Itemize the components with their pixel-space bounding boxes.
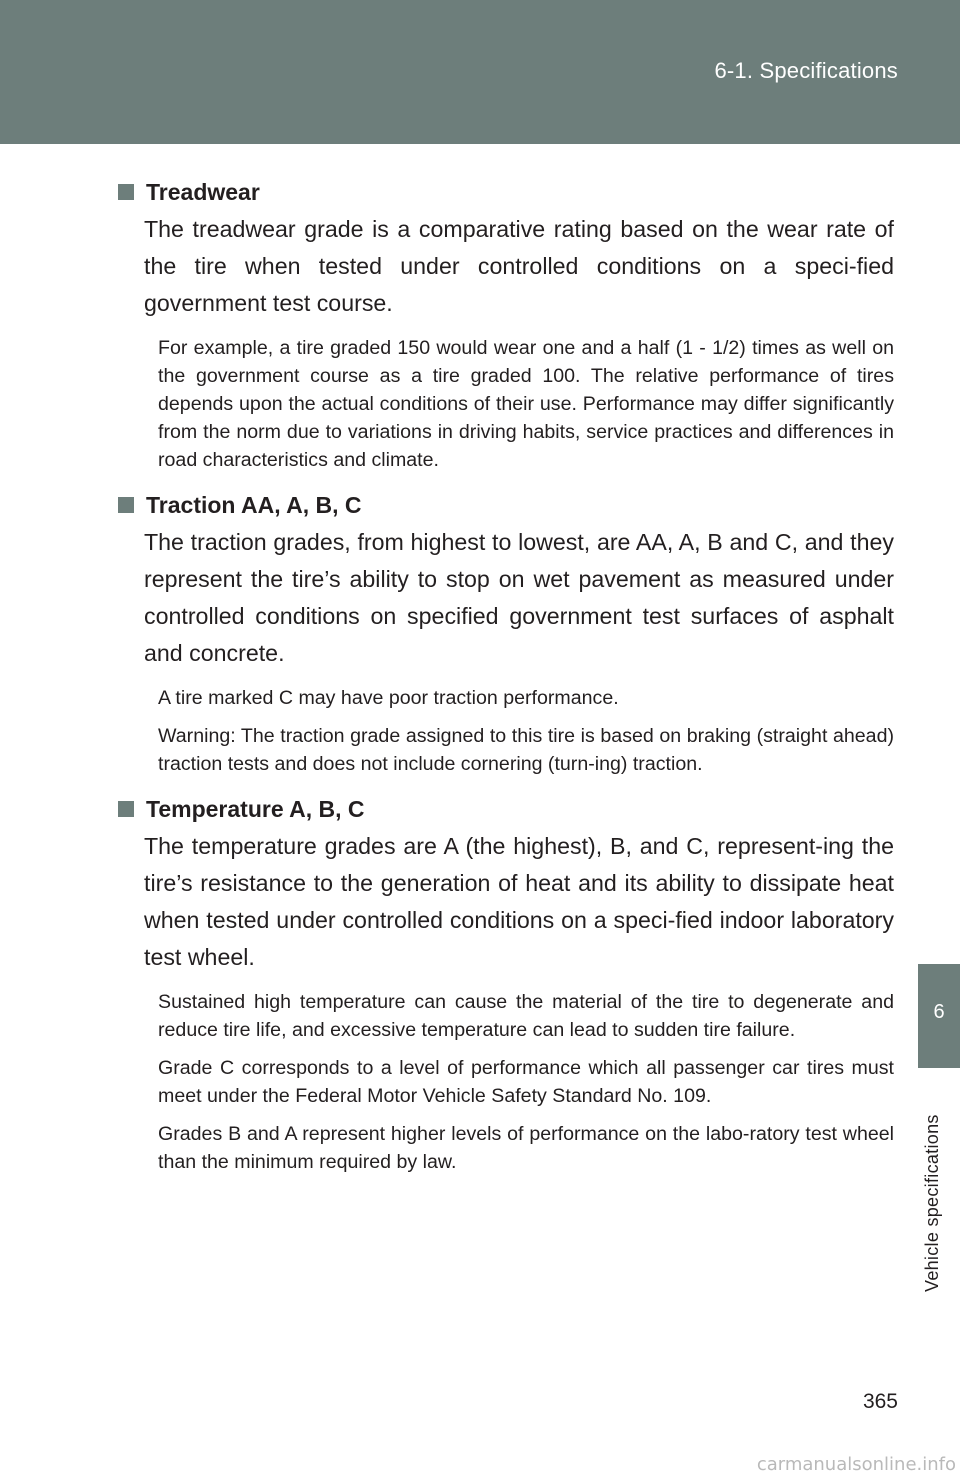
heading-text: Treadwear bbox=[146, 179, 260, 205]
page-number: 365 bbox=[862, 1390, 898, 1413]
note-text: A tire marked C may have poor traction performance. bbox=[158, 687, 619, 709]
section-traction bbox=[118, 488, 894, 778]
header-band bbox=[0, 0, 960, 144]
section-body: The temperature grades are A (the highest), B, and C, represent-ing the tire’s resistance to the generation of heat and its ability to dissipate heat when tested under controlled conditions on a speci-fied indoor laboratory test wheel. bbox=[144, 833, 894, 970]
heading-text: Temperature A, B, C bbox=[146, 796, 365, 822]
section-notes bbox=[158, 684, 894, 778]
note-text: Sustained high temperature can cause the material of the tire to degenerate and reduce tire life, and excessive temperature can lead to sudden tire failure. bbox=[158, 991, 894, 1041]
section-body: The traction grades, from highest to lowest, are AA, A, B and C, and they represent the tire’s ability to stop on wet pavement as measured under controlled conditions on specified government test surfaces of asphalt and concrete. bbox=[144, 529, 894, 666]
square-bullet-icon bbox=[118, 497, 134, 513]
note-text: Grade C corresponds to a level of performance which all passenger car tires must meet under the Federal Motor Vehicle Safety Standard No. 109. bbox=[158, 1057, 894, 1107]
note-text: Warning: The traction grade assigned to this tire is based on braking (straight ahead) traction tests and does not include cornering (turn-ing) traction. bbox=[158, 725, 894, 775]
chapter-title: Vehicle specifications bbox=[922, 1114, 942, 1292]
chapter-number: 6 bbox=[933, 1001, 945, 1023]
section-body: The treadwear grade is a comparative rating based on the wear rate of the tire when tested under controlled conditions on a speci-fied government test course. bbox=[144, 216, 894, 316]
section-heading bbox=[118, 488, 894, 522]
section-notes bbox=[158, 334, 894, 474]
section-temperature bbox=[118, 792, 894, 1176]
watermark: carmanualsonline.info bbox=[756, 1454, 956, 1475]
square-bullet-icon bbox=[118, 801, 134, 817]
note-text: For example, a tire graded 150 would wear one and a half (1 - 1/2) times as well on the government course as a tire graded 100. The relative performance of tires depends upon the actual conditions of their use. Performance may differ significantly from the norm due to variations in driving habits, service practices and differences in road characteristics and climate. bbox=[158, 337, 894, 471]
square-bullet-icon bbox=[118, 184, 134, 200]
section-label: 6-1. Specifications bbox=[714, 58, 898, 83]
page-content bbox=[118, 175, 894, 1190]
section-notes bbox=[158, 988, 894, 1176]
section-heading bbox=[118, 792, 894, 826]
note-text: Grades B and A represent higher levels of performance on the labo-ratory test wheel than the minimum required by law. bbox=[158, 1123, 894, 1173]
section-treadwear bbox=[118, 175, 894, 474]
section-heading bbox=[118, 175, 894, 209]
heading-text: Traction AA, A, B, C bbox=[146, 492, 362, 518]
chapter-tab bbox=[918, 964, 960, 1068]
